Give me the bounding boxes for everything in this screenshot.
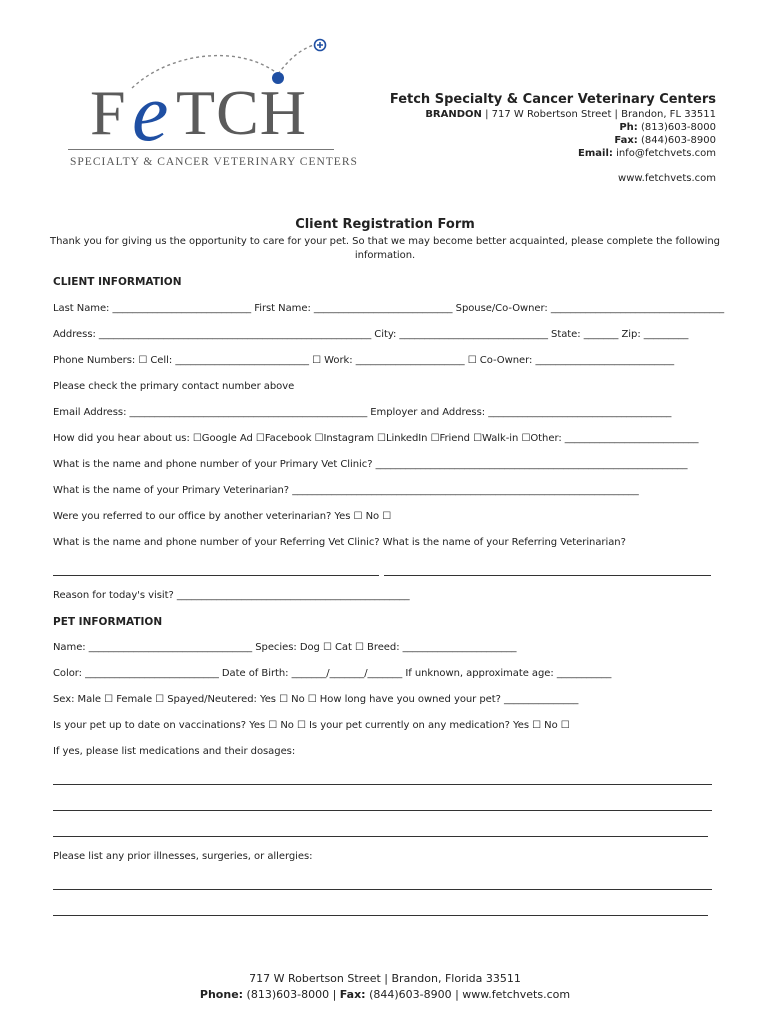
address-fields-row[interactable]: Address: _______________________________________________________ City: ______________________________ State: _______ Zip: _________ [53, 329, 689, 340]
pet-sex-row[interactable]: Sex: Male ☐ Female ☐ Spayed/Neutered: Yes ☐ No ☐ How long have you owned your pet? _______________ [53, 694, 579, 705]
logo-divider [68, 149, 334, 150]
referring-clinic-line[interactable] [53, 575, 379, 576]
address-text: | 717 W Robertson Street | Brandon, FL 33511 [481, 109, 716, 120]
pet-name-row[interactable]: Name: _________________________________ Species: Dog ☐ Cat ☐ Breed: _______________________ [53, 642, 517, 653]
footer-fax-web: (844)603-8900 | www.fetchvets.com [365, 988, 571, 1001]
pet-vaccination-row[interactable]: Is your pet up to date on vaccinations? Yes ☐ No ☐ Is your pet currently on any medication? Yes ☐ No ☐ [53, 720, 570, 731]
logo-letter-f: F [90, 77, 127, 148]
intro-line-2: information. [354, 250, 416, 261]
email-text: info@fetchvets.com [612, 148, 716, 159]
clinic-email [390, 147, 716, 160]
email-label: Email: [578, 148, 613, 159]
pet-info-heading: PET INFORMATION [53, 616, 163, 628]
form-title: Client Registration Form [295, 217, 475, 232]
clinic-phone [390, 121, 716, 134]
footer-contact [0, 988, 770, 1001]
footer-phone: (813)603-8000 | [243, 988, 340, 1001]
fax-label: Fax: [614, 135, 638, 146]
primary-clinic-field[interactable]: What is the name and phone number of your Primary Vet Clinic? _______________________________________________________________ [53, 459, 688, 470]
primary-contact-note: Please check the primary contact number above [53, 381, 295, 392]
logo-letter-e: e [132, 67, 169, 158]
phone-fields-row[interactable]: Phone Numbers: ☐ Cell: ___________________________ ☐ Work: ______________________ ☐ Co-Owner: ____________________________ [53, 355, 675, 366]
client-info-heading: CLIENT INFORMATION [53, 276, 182, 288]
medications-label: If yes, please list medications and their dosages: [53, 746, 296, 757]
illness-line-2[interactable] [53, 915, 708, 916]
logo-letters-tch: TCH [176, 77, 307, 148]
pet-color-row[interactable]: Color: ___________________________ Date of Birth: _______/_______/_______ If unknown, approximate age: ___________ [53, 668, 612, 679]
contact-block [390, 92, 716, 185]
referred-question[interactable]: Were you referred to our office by another veterinarian? Yes ☐ No ☐ [53, 511, 392, 522]
clinic-website: www.fetchvets.com [618, 173, 716, 184]
medications-line-2[interactable] [53, 810, 712, 811]
illness-label: Please list any prior illnesses, surgeries, or allergies: [53, 851, 313, 862]
intro-line-1: Thank you for giving us the opportunity to care for your pet. So that we may become better acquainted, please complete the following [50, 236, 720, 247]
logo-tagline: SPECIALTY & CANCER VETERINARY CENTERS [70, 156, 358, 168]
clinic-fax [390, 134, 716, 147]
location-label: BRANDON [425, 109, 482, 120]
clinic-address [390, 108, 716, 121]
phone-text: (813)603-8000 [637, 122, 716, 133]
visit-reason-field[interactable]: Reason for today's visit? _______________________________________________ [53, 590, 410, 601]
medications-line-3[interactable] [53, 836, 708, 837]
name-fields-row[interactable]: Last Name: ____________________________ First Name: ____________________________ Spouse/Co-Owner: ___________________________________ [53, 303, 725, 314]
referring-vet-question: What is the name and phone number of your Referring Vet Clinic? What is the name of your Referring Veterinarian? [53, 537, 626, 548]
referral-source-row[interactable]: How did you hear about us: ☐Google Ad ☐Facebook ☐Instagram ☐LinkedIn ☐Friend ☐Walk-in ☐Other: ___________________________ [53, 433, 699, 444]
phone-label: Ph: [619, 122, 638, 133]
primary-vet-field[interactable]: What is the name of your Primary Veterinarian? ______________________________________________________________________ [53, 485, 639, 496]
illness-line-1[interactable] [53, 889, 712, 890]
referring-vet-line[interactable] [384, 575, 711, 576]
email-fields-row[interactable]: Email Address: ________________________________________________ Employer and Address: _____________________________________ [53, 407, 672, 418]
footer-address: 717 W Robertson Street | Brandon, Florida 33511 [249, 972, 521, 985]
fax-text: (844)603-8900 [637, 135, 716, 146]
medications-line-1[interactable] [53, 784, 712, 785]
footer-fax-label: Fax: [339, 988, 366, 1001]
footer-phone-label: Phone: [199, 988, 244, 1001]
clinic-name: Fetch Specialty & Cancer Veterinary Centers [389, 92, 716, 107]
